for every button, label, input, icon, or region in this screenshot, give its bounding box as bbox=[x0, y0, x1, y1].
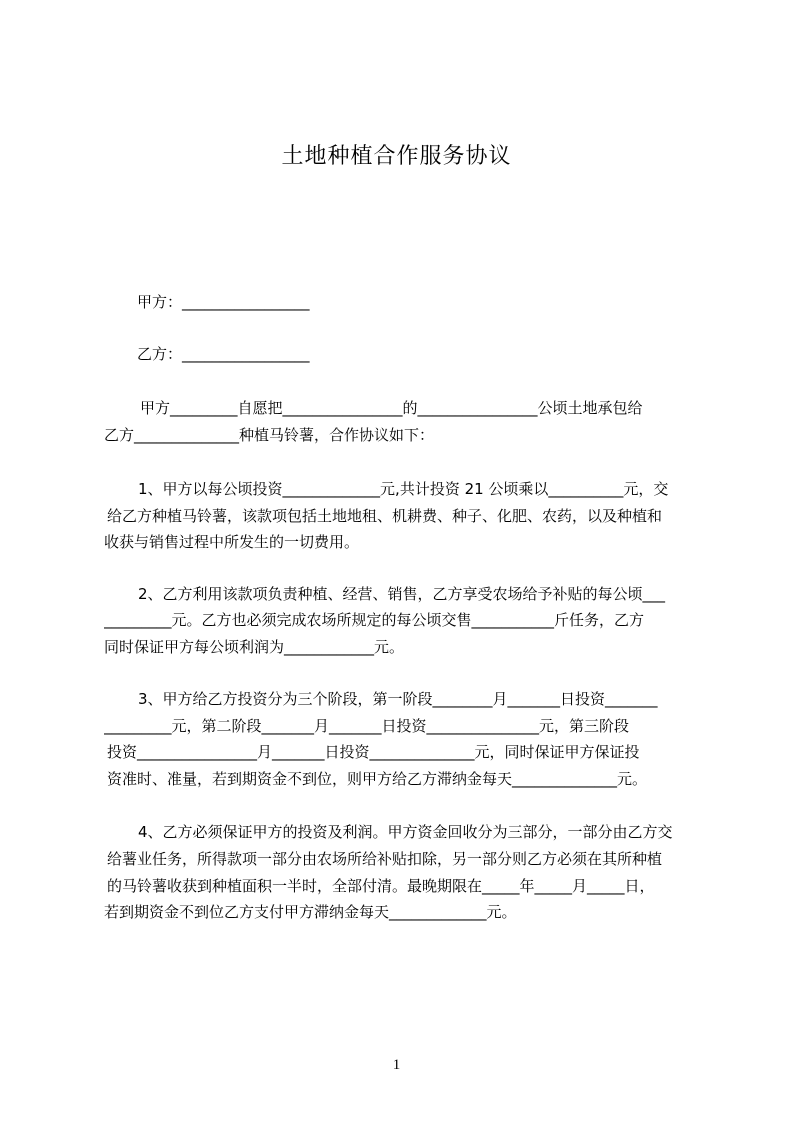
party-b-line: 乙方：_________________ bbox=[137, 345, 310, 363]
clause-line: 的马铃薯收获到种植面积一半时，全部付清。最晚期限在_____年_____月_____日， bbox=[107, 877, 655, 895]
intro-line: 乙方______________种植马铃薯，合作协议如下： bbox=[104, 426, 435, 444]
clause-line: _________元，第二阶段_______月_______日投资_______________元，第三阶段 bbox=[104, 717, 630, 735]
document-title: 土地种植合作服务协议 bbox=[281, 144, 512, 169]
clause-line: 收获与销售过程中所发生的一切费用。 bbox=[104, 533, 360, 551]
clause-line: 给乙方种植马铃薯，该款项包括土地地租、机耕费、种子、化肥、农药，以及种植和 bbox=[107, 507, 663, 525]
clause-line: 1、甲方以每公顷投资_____________元,共计投资 21 公顷乘以__________元，交 bbox=[138, 480, 669, 498]
clause-line: 给薯业任务，所得款项一部分由农场所给补贴扣除，另一部分则乙方必须在其所种植 bbox=[107, 850, 663, 868]
clause-line: 3、甲方给乙方投资分为三个阶段，第一阶段________月_______日投资_______ bbox=[138, 690, 658, 708]
clause-line: 资准时、准量，若到期资金不到位，则甲方给乙方滞纳金每天______________元。 bbox=[107, 770, 648, 788]
clause-line: 4、乙方必须保证甲方的投资及利润。甲方资金回收分为三部分，一部分由乙方交 bbox=[138, 823, 673, 841]
clause-line: 若到期资金不到位乙方支付甲方滞纳金每天_____________元。 bbox=[104, 903, 517, 921]
page-number: 1 bbox=[392, 1057, 401, 1073]
clause-line: 投资________________月_______日投资______________元，同时保证甲方保证投 bbox=[107, 743, 640, 761]
clause-line: 2、乙方利用该款项负责种植、经营、销售，乙方享受农场给予补贴的每公顷___ bbox=[138, 585, 666, 603]
intro-line: 甲方_________自愿把________________的________________公顷土地承包给 bbox=[140, 399, 643, 417]
clause-line: _________元。乙方也必须完成农场所规定的每公顷交售___________斤任务，乙方 bbox=[104, 611, 645, 629]
clause-line: 同时保证甲方每公顷利润为____________元。 bbox=[104, 638, 405, 656]
party-a-line: 甲方：_________________ bbox=[137, 293, 310, 311]
